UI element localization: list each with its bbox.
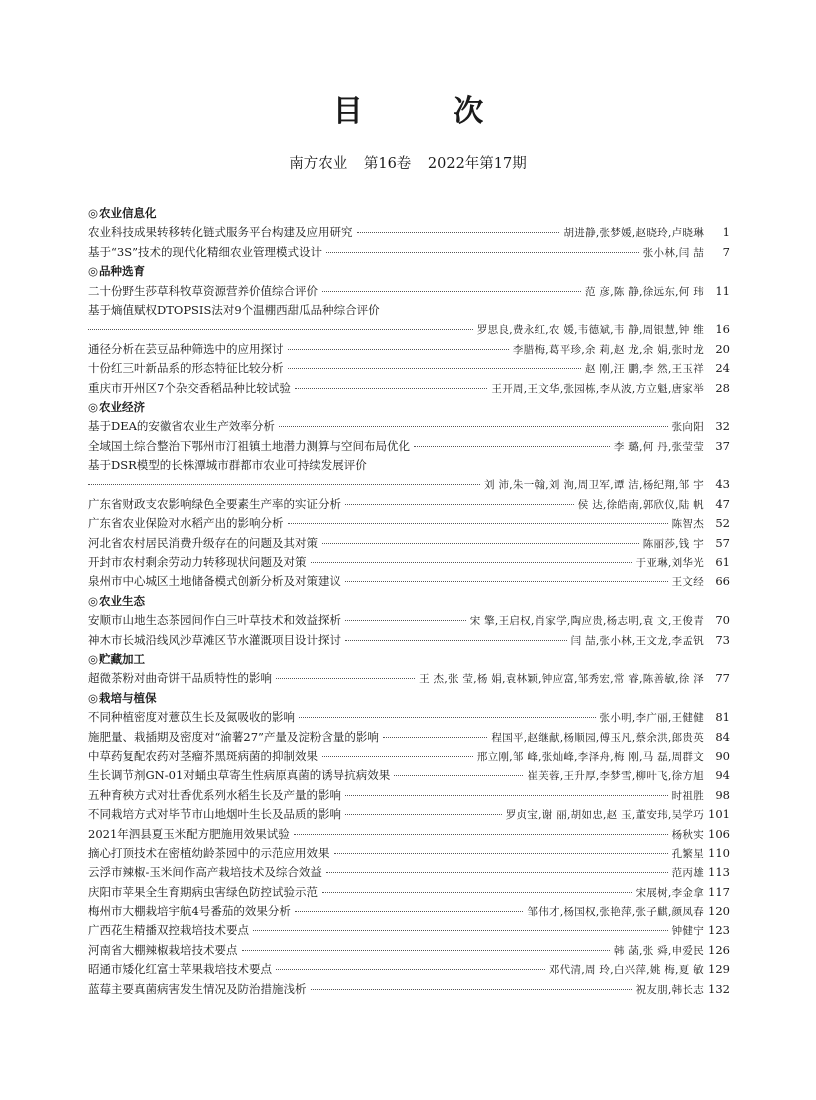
journal-volume: 第16卷	[363, 156, 412, 172]
toc-entry[interactable]	[88, 437, 730, 456]
toc-entry-title: 基于DEA的安徽省农业生产效率分析	[88, 419, 275, 434]
section-marker-icon: ◎	[88, 399, 99, 414]
dot-leader	[299, 717, 596, 718]
toc-entry-title: 广西花生精播双控栽培技术要点	[88, 923, 249, 938]
section-heading	[88, 689, 730, 708]
toc-entry-title: 不同种植密度对薏苡生长及氮吸收的影响	[88, 710, 295, 725]
toc-entry-title: 农业科技成果转移转化链式服务平台构建及应用研究	[88, 225, 353, 240]
toc-entry-page: 70	[715, 613, 730, 628]
dot-leader	[253, 930, 668, 931]
toc-entry-authors: 宋展树,李金拿	[635, 886, 704, 899]
toc-entry-title: 二十份野生莎草科牧草资源营养价值综合评价	[88, 283, 318, 298]
toc-entry-title: 中草药复配农药对茎瘤芥黑斑病菌的抑制效果	[88, 748, 318, 763]
toc-entry-authors: 邢立刚,邹 峰,张灿峰,李泽舟,梅 刚,马 磊,周群文	[476, 750, 704, 763]
dot-leader	[345, 640, 567, 641]
toc-entry-page: 117	[708, 884, 730, 899]
dot-leader	[311, 562, 632, 563]
toc-entry-title: 安顺市山地生态茶园间作白三叶草技术和效益探析	[88, 613, 341, 628]
journal-issue: 2022年第17期	[427, 156, 527, 172]
toc-entry-title: 不同栽培方式对毕节市山地烟叶生长及品质的影响	[88, 807, 341, 822]
dot-leader	[357, 232, 560, 233]
section-heading-label: 农业经济	[99, 399, 146, 414]
toc-entry[interactable]	[88, 980, 730, 999]
toc-entry-authors: 王 杰,张 莹,杨 娟,袁林颖,钟应富,邹秀宏,常 睿,陈善敏,徐 泽	[419, 673, 704, 686]
section-marker-icon: ◎	[88, 651, 99, 666]
section-heading	[88, 650, 730, 669]
dot-leader	[322, 543, 639, 544]
dot-leader	[322, 756, 473, 757]
toc-entry[interactable]	[88, 553, 730, 572]
toc-entry-page: 52	[715, 516, 730, 531]
dot-leader	[345, 504, 574, 505]
toc-entry-title: 开封市农村剩余劳动力转移现状问题及对策	[88, 555, 307, 570]
toc-entry-authors: 李腊梅,葛平珍,余 莉,赵 龙,余 娟,张时龙	[512, 343, 704, 356]
toc-entry[interactable]	[88, 669, 730, 688]
dot-leader	[334, 853, 668, 854]
toc-entry-page: 57	[715, 535, 730, 550]
toc-entry-page: 101	[708, 807, 730, 822]
page-title: 目 次	[332, 94, 524, 129]
toc-entry[interactable]	[88, 243, 730, 262]
toc-entry-page: 20	[715, 341, 730, 356]
toc-entry-authors: 李 璐,何 丹,张莹莹	[613, 440, 704, 453]
toc-entry[interactable]	[88, 320, 730, 339]
toc-entry-authors: 王开周,王文华,张园栋,李从波,方立魁,唐家举	[491, 382, 704, 395]
dot-leader	[288, 523, 668, 524]
section-heading	[88, 398, 730, 417]
section-heading-label: 栽培与植保	[99, 690, 157, 705]
toc-entry-page: 16	[715, 322, 730, 337]
toc-entry-title: 施肥量、栽插期及密度对“渝薯27”产量及淀粉含量的影响	[88, 729, 379, 744]
toc-entry-authors: 张小明,李广丽,王健健	[599, 712, 704, 725]
dot-leader	[383, 737, 488, 738]
toc-entry-title: 生长调节剂GN-01对蛹虫草寄生性病原真菌的诱导抗病效果	[88, 768, 391, 783]
toc-entry[interactable]	[88, 883, 730, 902]
toc-entry[interactable]	[88, 805, 730, 824]
toc-entry-page: 37	[715, 438, 730, 453]
toc-entry-title: 五种育秧方式对壮香优系列水稻生长及产量的影响	[88, 787, 341, 802]
section-heading	[88, 262, 730, 281]
section-heading-label: 农业信息化	[99, 206, 157, 220]
section-heading-label: 农业生态	[99, 593, 146, 608]
toc-entry-authors: 邓代清,周 玲,白兴萍,姚 梅,夏 敏	[548, 964, 704, 977]
dot-leader	[295, 911, 524, 912]
toc-entry-page: 132	[708, 981, 730, 996]
toc-entry-page: 11	[715, 283, 730, 298]
toc-entry-title: 广东省农业保险对水稻产出的影响分析	[88, 516, 284, 531]
dot-leader	[311, 989, 632, 990]
section-marker-icon: ◎	[88, 593, 99, 608]
dot-leader	[394, 775, 523, 776]
toc-entry-page: 110	[708, 845, 730, 860]
toc-entry-page: 1	[722, 225, 730, 240]
toc-entry-authors: 陈丽莎,钱 宇	[642, 537, 704, 550]
toc-entry-page: 47	[715, 496, 730, 511]
toc-entry-authors: 闫 喆,张小林,王文龙,李孟钒	[570, 634, 704, 647]
toc-entry-page: 120	[708, 904, 730, 919]
toc-entry-page: 73	[715, 632, 730, 647]
toc-entry-page: 61	[715, 555, 730, 570]
toc-entry-page: 66	[715, 574, 730, 589]
dot-leader	[414, 446, 610, 447]
toc-entry-authors: 韩 菡,张 舜,申爱民	[613, 944, 704, 957]
toc-entry-authors: 杨秋实	[671, 828, 704, 841]
section-heading	[88, 204, 730, 223]
toc-entry-authors: 范丙雄	[671, 867, 704, 880]
toc-entry-page: 126	[708, 942, 730, 957]
toc-entry-page: 98	[715, 787, 730, 802]
section-heading	[88, 592, 730, 611]
dot-leader	[88, 329, 473, 330]
toc-entry-title: 2021年泗县夏玉米配方肥施用效果试验	[88, 826, 290, 841]
section-heading-label: 贮藏加工	[99, 651, 146, 666]
dot-leader	[345, 620, 466, 621]
toc-entry[interactable]	[88, 708, 730, 727]
toc-entry[interactable]	[88, 514, 730, 533]
toc-entry[interactable]	[88, 825, 730, 844]
section-heading-label: 品种选育	[99, 264, 146, 279]
toc-entry-title: 全域国土综合整治下鄂州市汀祖镇土地潜力测算与空间布局优化	[88, 438, 410, 453]
dot-leader	[88, 484, 480, 485]
toc-entry[interactable]	[88, 844, 730, 863]
toc-entry-title: 超微茶粉对曲奇饼干品质特性的影响	[88, 671, 272, 686]
toc-entry-title: 摘心打顶技术在密植幼龄茶园中的示范应用效果	[88, 845, 330, 860]
section-marker-icon: ◎	[88, 690, 99, 705]
dot-leader	[276, 969, 545, 970]
toc-entry-title: 通径分析在芸豆品种筛选中的应用探讨	[88, 341, 284, 356]
toc-entry-title: 广东省财政支农影响绿色全要素生产率的实证分析	[88, 496, 341, 511]
toc-entry-authors: 祝友朋,韩长志	[635, 983, 704, 996]
toc-entry[interactable]	[88, 340, 730, 359]
toc-entry[interactable]	[88, 960, 730, 979]
dot-leader	[326, 872, 668, 873]
toc-entry[interactable]	[88, 223, 730, 242]
toc-entry-page: 7	[722, 244, 730, 259]
toc-entry-authors: 张向阳	[671, 421, 704, 434]
toc-entry[interactable]	[88, 475, 730, 494]
toc-entry-title: 重庆市开州区7个杂交香稻品种比较试验	[88, 380, 291, 395]
toc-entry-title: 神木市长城沿线风沙草滩区节水灌溉项目设计探讨	[88, 632, 341, 647]
toc-entry-title: 基于“3S”技术的现代化精细农业管理模式设计	[88, 244, 322, 259]
dot-leader	[295, 388, 488, 389]
toc-entry[interactable]	[88, 863, 730, 882]
toc-entry-title: 十份红三叶新品系的形态特征比较分析	[88, 361, 284, 376]
toc-entry-authors: 侯 达,徐皓南,郭欣仪,陆 帆	[577, 498, 704, 511]
toc-entry-title: 庆阳市苹果全生育期病虫害绿色防控试验示范	[88, 884, 318, 899]
toc-entry-page: 113	[708, 865, 730, 880]
dot-leader	[279, 426, 668, 427]
journal-name: 南方农业	[289, 156, 348, 172]
toc-entry-page: 90	[715, 748, 730, 763]
journal-info	[0, 152, 816, 173]
toc-entry-authors: 陈智杰	[671, 518, 704, 531]
toc-entry-authors: 赵 刚,汪 鹏,李 然,王玉祥	[584, 363, 704, 376]
toc-entry[interactable]	[88, 786, 730, 805]
toc-entry-page: 94	[715, 768, 730, 783]
toc-entry-authors: 崔芙蓉,王升厚,李梦雪,柳叶飞,徐方旭	[527, 770, 704, 783]
toc-entry-page: 129	[708, 962, 730, 977]
dot-leader	[322, 291, 581, 292]
toc-entry-authors: 程国平,赵继献,杨顺园,傅玉凡,蔡余洪,郎贵英	[491, 731, 704, 744]
toc-entry-page: 84	[715, 729, 730, 744]
toc-entry-page: 77	[715, 671, 730, 686]
toc-entry-title: 云浮市辣椒-玉米间作高产栽培技术及综合效益	[88, 865, 322, 880]
table-of-contents	[88, 204, 730, 999]
toc-entry[interactable]	[88, 611, 730, 630]
toc-entry-authors: 宋 擎,王启权,肖家学,陶应贵,杨志明,袁 文,王俊青	[469, 615, 704, 628]
toc-entry-title: 河南省大棚辣椒栽培技术要点	[88, 942, 238, 957]
toc-entry-authors: 邹伟才,杨国权,张艳萍,张子麒,颜凤春	[527, 906, 704, 919]
toc-entry-authors: 范 彦,陈 静,徐远东,何 玮	[584, 285, 704, 298]
toc-entry[interactable]	[88, 902, 730, 921]
section-marker-icon: ◎	[88, 264, 99, 279]
toc-entry-page: 81	[715, 710, 730, 725]
toc-entry-authors: 罗贞宝,谢 丽,胡如忠,赵 玉,董安玮,吴学巧	[505, 809, 704, 822]
toc-entry-authors: 张小林,闫 喆	[642, 246, 704, 259]
toc-entry[interactable]	[88, 572, 730, 591]
toc-entry-authors: 胡进静,张梦媛,赵晓玲,卢晓琳	[563, 227, 704, 240]
toc-entry-title: 梅州市大棚栽培宇航4号番茄的效果分析	[88, 904, 291, 919]
toc-entry-page: 28	[715, 380, 730, 395]
dot-leader	[294, 834, 668, 835]
toc-entry[interactable]	[88, 359, 730, 378]
dot-leader	[326, 252, 639, 253]
toc-entry-page: 43	[715, 477, 730, 492]
toc-entry[interactable]	[88, 766, 730, 785]
dot-leader	[322, 892, 632, 893]
toc-entry-page: 106	[708, 826, 730, 841]
toc-entry[interactable]	[88, 495, 730, 514]
toc-entry-authors: 罗思良,费永红,农 媛,韦德斌,韦 静,周银慧,钟 维	[476, 324, 704, 337]
toc-entry-page: 24	[715, 361, 730, 376]
dot-leader	[345, 814, 502, 815]
dot-leader	[345, 581, 668, 582]
toc-entry-title: 泉州市中心城区土地储备模式创新分析及对策建议	[88, 574, 341, 589]
dot-leader	[288, 368, 581, 369]
toc-entry-authors: 刘 沛,朱一翰,刘 洵,周卫军,谭 洁,杨纪翔,邹 宇	[484, 479, 704, 492]
toc-entry-title[interactable]: 基于DSR模型的长株潭城市群都市农业可持续发展评价	[88, 458, 367, 473]
toc-entry[interactable]	[88, 631, 730, 650]
dot-leader	[345, 795, 668, 796]
toc-entry-authors: 钟健宁	[671, 925, 704, 938]
toc-entry-title: 河北省农村居民消费升级存在的问题及其对策	[88, 535, 318, 550]
toc-entry[interactable]	[88, 941, 730, 960]
toc-entry-authors: 王文经	[671, 576, 704, 589]
toc-entry[interactable]	[88, 728, 730, 747]
dot-leader	[288, 349, 509, 350]
toc-entry[interactable]	[88, 747, 730, 766]
dot-leader	[242, 950, 610, 951]
toc-entry[interactable]	[88, 379, 730, 398]
toc-entry-page: 123	[708, 923, 730, 938]
toc-entry[interactable]	[88, 282, 730, 301]
toc-entry-title: 昭通市矮化红富士苹果栽培技术要点	[88, 962, 272, 977]
dot-leader	[276, 678, 415, 679]
toc-entry-authors: 时祖胜	[671, 789, 704, 802]
section-marker-icon: ◎	[88, 206, 99, 220]
toc-entry-title: 蓝莓主要真菌病害发生情况及防治措施浅析	[88, 981, 307, 996]
toc-entry-authors: 孔繁星	[671, 847, 704, 860]
toc-entry[interactable]	[88, 921, 730, 940]
toc-entry-page: 32	[715, 419, 730, 434]
toc-entry-title[interactable]: 基于熵值赋权DTOPSIS法对9个温棚西甜瓜品种综合评价	[88, 302, 380, 317]
toc-entry[interactable]	[88, 417, 730, 436]
toc-entry[interactable]	[88, 534, 730, 553]
toc-entry-authors: 于亚琳,刘华光	[635, 557, 704, 570]
